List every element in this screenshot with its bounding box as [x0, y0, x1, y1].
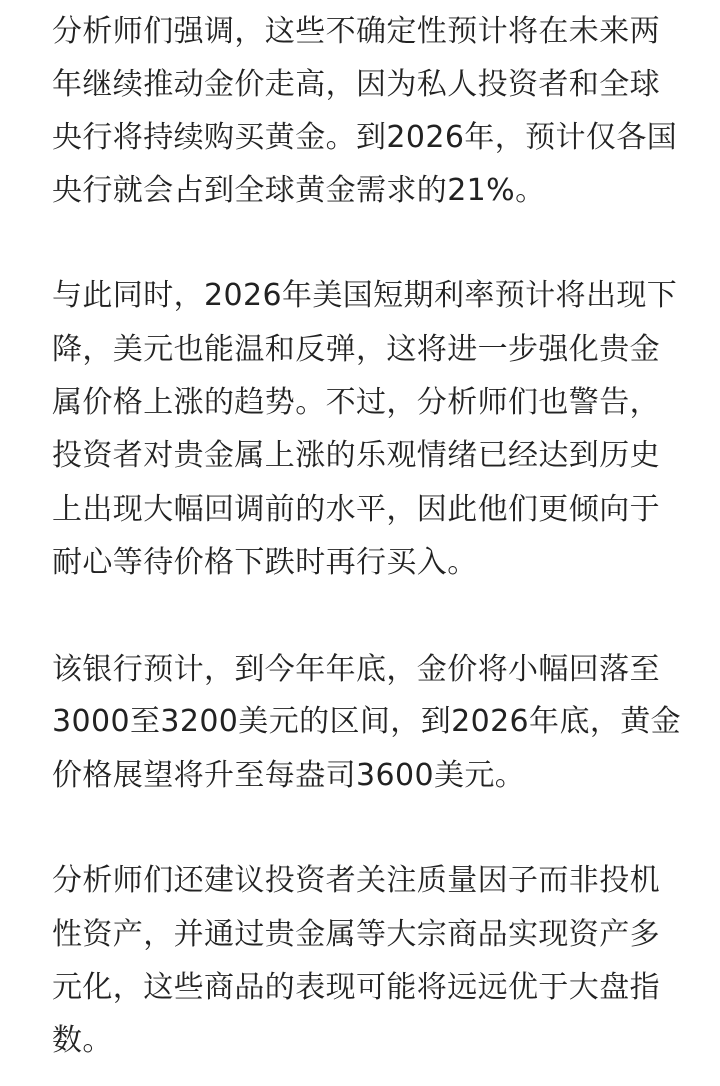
paragraph-2-line-4: 投资者对贵金属上涨的乐观情绪已经达到历史	[52, 438, 660, 473]
paragraph-1-line-2: 年继续推动金价走高，因为私人投资者和全球	[52, 67, 660, 102]
paragraph-2-line-1: 与此同时，2026年美国短期利率预计将出现下	[52, 278, 678, 313]
paragraph-4-line-3: 元化，这些商品的表现可能将远远优于大盘指	[52, 970, 660, 1005]
paragraph-1-line-3: 央行将持续购买黄金。到2026年，预计仅各国	[52, 120, 678, 155]
paragraph-2-line-5: 上出现大幅回调前的水平，因此他们更倾向于	[52, 492, 660, 527]
paragraph-3-line-1: 该银行预计，到今年年底，金价将小幅回落至	[52, 652, 660, 687]
paragraph-4-line-2: 性资产，并通过贵金属等大宗商品实现资产多	[52, 917, 660, 952]
paragraph-3-line-2: 3000至3200美元的区间，到2026年底，黄金	[52, 704, 682, 739]
paragraph-4-line-4: 数。	[52, 1023, 113, 1058]
paragraph-2-line-2: 降，美元也能温和反弹，这将进一步强化贵金	[52, 332, 660, 367]
paragraph-3-line-3: 价格展望将升至每盎司3600美元。	[52, 758, 526, 793]
paragraph-2-line-6: 耐心等待价格下跌时再行买入。	[52, 545, 478, 580]
paragraph-4-line-1: 分析师们还建议投资者关注质量因子而非投机	[52, 863, 660, 898]
paragraph-1-line-4: 央行就会占到全球黄金需求的21%。	[52, 173, 546, 208]
paragraph-1-line-1: 分析师们强调，这些不确定性预计将在未来两	[52, 14, 660, 49]
paragraph-2-line-3: 属价格上涨的趋势。不过，分析师们也警告，	[52, 385, 660, 420]
